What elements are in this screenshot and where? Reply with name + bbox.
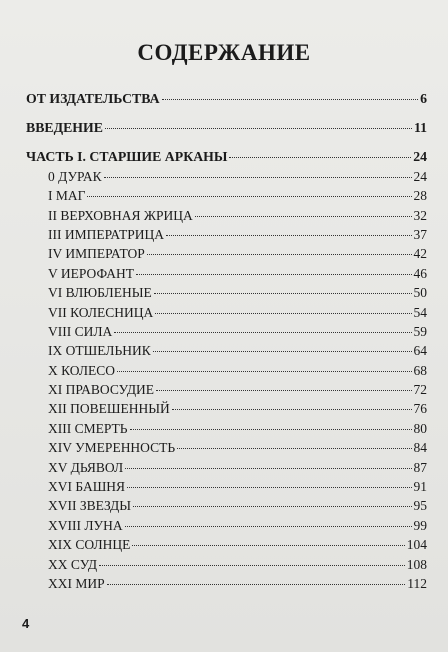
dot-leader <box>125 467 411 469</box>
toc-entry-label: ВВЕДЕНИЕ <box>26 120 103 136</box>
dot-leader <box>114 331 411 333</box>
toc-entry-arcanum <box>26 225 427 244</box>
toc-entry-label: I МАГ <box>48 188 86 204</box>
toc-entry-page: 59 <box>413 323 427 339</box>
toc-entry-page: 42 <box>413 246 427 262</box>
toc-entry-arcanum <box>26 361 427 380</box>
dot-leader <box>147 253 412 255</box>
dot-leader <box>166 234 412 236</box>
toc-entry-arcanum <box>26 458 427 477</box>
dot-leader <box>177 447 411 449</box>
dot-leader <box>136 273 411 275</box>
toc-entry-arcanum <box>26 244 427 263</box>
toc-entry-arcanum <box>26 555 427 574</box>
dot-leader <box>155 312 411 314</box>
dot-leader <box>195 215 412 217</box>
toc-entry-arcanum <box>26 206 427 225</box>
toc-entry-page: 80 <box>413 420 427 436</box>
dot-leader <box>229 156 411 158</box>
toc-entry-arcanum <box>26 438 427 457</box>
toc-entry-page: 91 <box>413 479 427 495</box>
arcana-list <box>26 167 427 594</box>
dot-leader <box>133 505 412 507</box>
dot-leader <box>107 583 406 585</box>
toc-entry-arcanum <box>26 535 427 554</box>
dot-leader <box>130 428 412 430</box>
toc-entry-arcanum <box>26 303 427 322</box>
dot-leader <box>156 389 411 391</box>
toc-entry-page: 68 <box>413 362 427 378</box>
toc-entry-page: 87 <box>413 459 427 475</box>
toc-entry-arcanum <box>26 419 427 438</box>
toc-entry-page: 108 <box>406 556 427 572</box>
toc-entry-arcanum <box>26 477 427 496</box>
toc-entry-page: 54 <box>413 304 427 320</box>
toc-entry-label: XVII ЗВЕЗДЫ <box>48 498 131 514</box>
toc-entry-label: XX СУД <box>48 556 98 572</box>
toc-entry-page: 104 <box>406 537 427 553</box>
dot-leader <box>132 544 404 546</box>
dot-leader <box>154 292 412 294</box>
toc-entry-label: IV ИМПЕРАТОР <box>48 246 145 262</box>
toc-entry-label: IX ОТШЕЛЬНИК <box>48 343 151 359</box>
toc-entry-page: 46 <box>413 265 427 281</box>
toc-entry-arcanum <box>26 167 427 186</box>
toc-entry-page: 76 <box>413 401 427 417</box>
toc-entry-label: XV ДЬЯВОЛ <box>48 459 124 475</box>
toc-entry-page: 37 <box>413 226 427 242</box>
dot-leader <box>162 98 419 100</box>
toc-entry-label: III ИМПЕРАТРИЦА <box>48 226 164 242</box>
toc-entry-arcanum <box>26 322 427 341</box>
page-number: 4 <box>22 616 30 631</box>
toc-entry-page: 11 <box>413 120 427 136</box>
toc-entry-label: X КОЛЕСО <box>48 362 116 378</box>
toc-entry-arcanum <box>26 380 427 399</box>
toc-entry-label: XI ПРАВОСУДИЕ <box>48 382 155 398</box>
toc-entry-page: 99 <box>413 517 427 533</box>
dot-leader <box>104 176 412 178</box>
toc-entry-arcanum <box>26 264 427 283</box>
table-of-contents <box>26 89 427 593</box>
toc-entry-label: XVI БАШНЯ <box>48 479 126 495</box>
dot-leader <box>117 370 411 372</box>
toc-entry-page: 95 <box>413 498 427 514</box>
toc-entry-page: 84 <box>413 440 427 456</box>
toc-entry-page: 64 <box>413 343 427 359</box>
toc-entry-page: 32 <box>413 207 427 223</box>
toc-entry-introduction <box>26 118 427 137</box>
toc-entry-label: II ВЕРХОВНАЯ ЖРИЦА <box>48 207 193 223</box>
toc-entry-part-one <box>26 147 427 166</box>
toc-entry-label: XII ПОВЕШЕННЫЙ <box>48 401 170 417</box>
toc-entry-label: XXI МИР <box>48 575 105 591</box>
toc-entry-arcanum <box>26 283 427 302</box>
toc-entry-label: V ИЕРОФАНТ <box>48 265 135 281</box>
toc-entry-arcanum <box>26 574 427 593</box>
toc-entry-arcanum <box>26 341 427 360</box>
toc-entry-label: ОТ ИЗДАТЕЛЬСТВА <box>26 91 160 106</box>
toc-entry-page: 112 <box>407 575 427 591</box>
dot-leader <box>105 127 412 129</box>
toc-entry-label: ЧАСТЬ I. СТАРШИЕ АРКАНЫ <box>26 149 228 165</box>
toc-entry-arcanum <box>26 186 427 205</box>
toc-entry-arcanum <box>26 399 427 418</box>
dot-leader <box>125 525 412 527</box>
toc-entry-label: XIX СОЛНЦЕ <box>48 537 131 553</box>
toc-entry-page: 24 <box>413 149 427 165</box>
toc-entry-arcanum <box>26 516 427 535</box>
toc-entry-label: XIV УМЕРЕННОСТЬ <box>48 440 176 456</box>
dot-leader <box>127 486 411 488</box>
toc-entry-arcanum <box>26 496 427 515</box>
toc-entry-label: XVIII ЛУНА <box>48 517 123 533</box>
dot-leader <box>153 350 412 352</box>
toc-entry-page: 72 <box>413 382 427 398</box>
toc-entry-label: VII КОЛЕСНИЦА <box>48 304 154 320</box>
toc-entry-label: VI ВЛЮБЛЕНЫЕ <box>48 285 152 301</box>
toc-entry-page: 28 <box>413 188 427 204</box>
page-title: СОДЕРЖАНИЕ <box>137 40 311 65</box>
dot-leader <box>99 564 405 566</box>
dot-leader <box>172 408 412 410</box>
toc-entry-label: XIII СМЕРТЬ <box>48 420 128 436</box>
toc-entry-publisher <box>26 89 427 108</box>
toc-entry-label: 0 ДУРАК <box>48 168 102 184</box>
toc-entry-page: 24 <box>413 168 427 184</box>
toc-entry-page: 6 <box>420 91 427 106</box>
toc-entry-label: VIII СИЛА <box>48 323 113 339</box>
toc-entry-page: 50 <box>413 285 427 301</box>
dot-leader <box>87 195 411 197</box>
